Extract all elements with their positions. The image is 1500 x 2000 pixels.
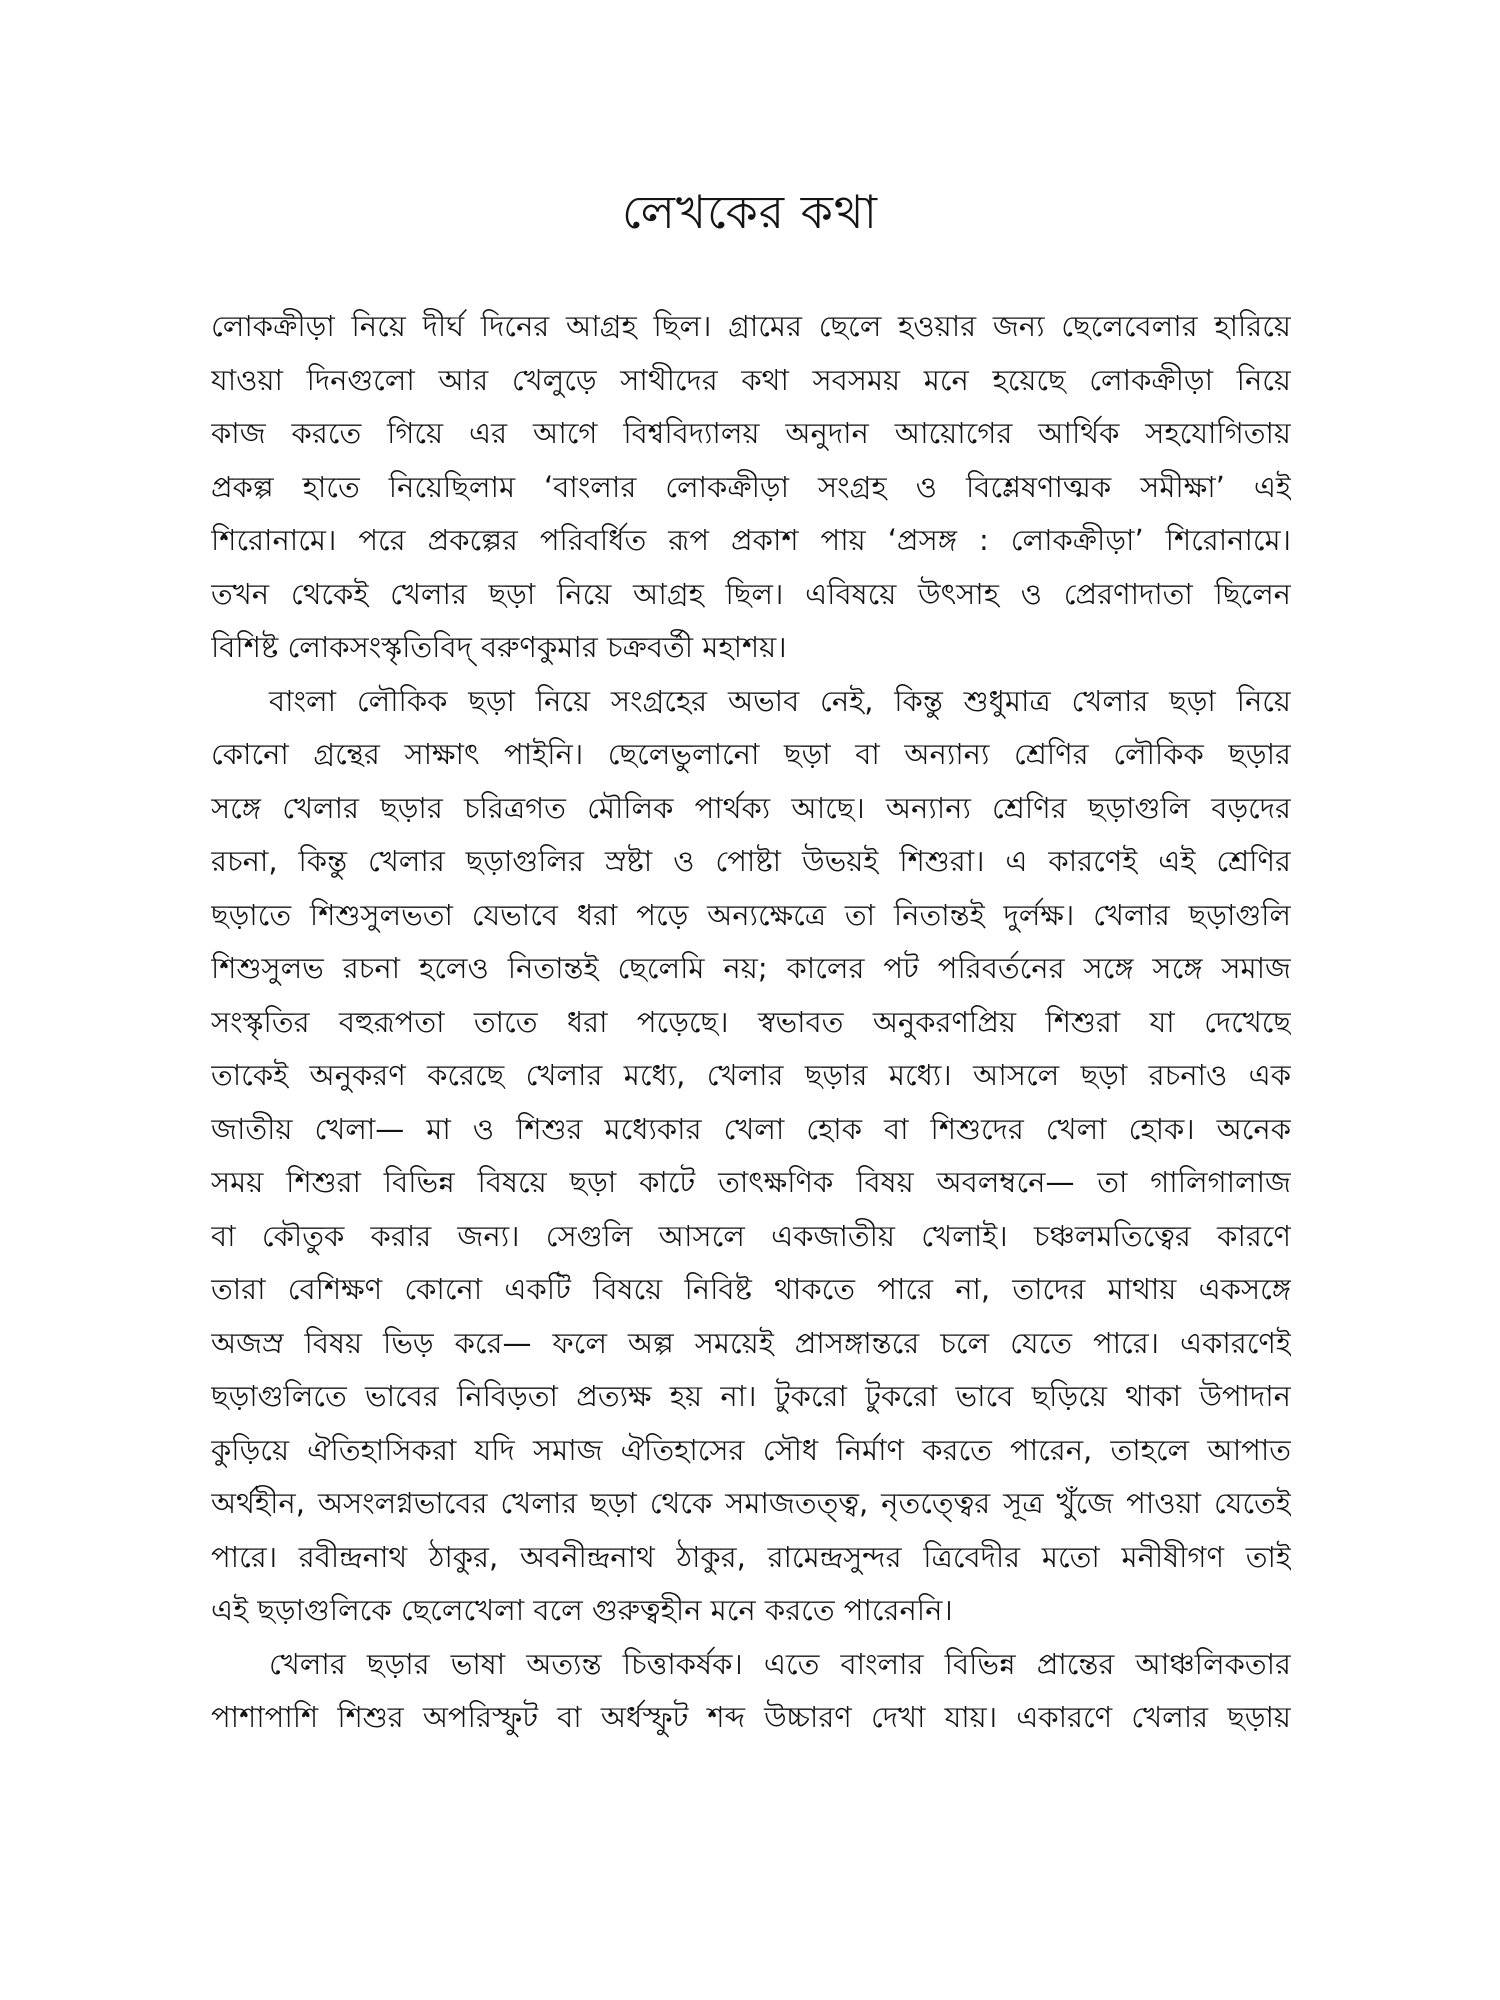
page-title: লেখকের কথা [621,185,879,239]
text-line: তখন থেকেই খেলার ছড়া নিয়ে আগ্রহ ছিল। এবিষয়ে উৎসাহ ও প্রেরণাদাতা ছিলেন [211,576,1291,611]
text-line: খেলার ছড়ার ভাষা অত্যন্ত চিত্তাকর্ষক। এতে বাংলার বিভিন্ন প্রান্তের আঞ্চলিকতার [269,1646,1291,1681]
text-line: যাওয়া দিনগুলো আর খেলুড়ে সাথীদের কথা সবসময় মনে হয়েছে লোকক্রীড়া নিয়ে [211,362,1291,397]
text-line: কাজ করতে গিয়ে এর আগে বিশ্ববিদ্যালয় অনুদান আয়োগের আর্থিক সহযোগিতায় [211,416,1291,450]
text-line: বিশিষ্ট লোকসংস্কৃতিবিদ্ বরুণকুমার চক্রবর্তী মহাশয়। [211,630,787,664]
text-line: কোনো গ্রন্থের সাক্ষাৎ পাইনি। ছেলেভুলানো ছড়া বা অন্যান্য শ্রেণির লৌকিক ছড়ার [211,737,1291,771]
text-line: শিশুসুলভ রচনা হলেও নিতান্তই ছেলেমি নয়; কালের পট পরিবর্তনের সঙ্গে সঙ্গে সমাজ [211,951,1291,985]
text-line: প্রকল্প হাতে নিয়েছিলাম ‘বাংলার লোকক্রীড়া সংগ্রহ ও বিশ্লেষণাত্মক সমীক্ষা’ এই [211,469,1291,504]
text-line: বা কৌতুক করার জন্য। সেগুলি আসলে একজাতীয় খেলাই। চঞ্চলমতিত্বের কারণে [211,1218,1291,1253]
text-line: অর্থহীন, অসংলগ্নভাবের খেলার ছড়া থেকে সমাজতত্ত্ব, নৃতত্ত্বের সূত্র খুঁজে পাওয়া যেতেই [211,1486,1291,1520]
text-line: এই ছড়াগুলিকে ছেলেখেলা বলে গুরুত্বহীন মনে করতে পারেননি। [211,1593,953,1627]
text-line: জাতীয় খেলা— মা ও শিশুর মধ্যেকার খেলা হোক বা শিশুদের খেলা হোক। অনেক [211,1111,1291,1146]
text-line: লোকক্রীড়া নিয়ে দীর্ঘ দিনের আগ্রহ ছিল। গ্রামের ছেলে হওয়ার জন্য ছেলেবেলার হারিয়ে [211,309,1291,343]
text-line: ছড়াতে শিশুসুলভতা যেভাবে ধরা পড়ে অন্যক্ষেত্রে তা নিতান্তই দুর্লক্ষ। খেলার ছড়াগুলি [211,897,1291,932]
text-line: ছড়াগুলিতে ভাবের নিবিড়তা প্রত্যক্ষ হয় না। টুকরো টুকরো ভাবে ছড়িয়ে থাকা উপাদান [211,1379,1291,1413]
text-line: সঙ্গে খেলার ছড়ার চরিত্রগত মৌলিক পার্থক্য আছে। অন্যান্য শ্রেণির ছড়াগুলি বড়দের [211,790,1291,825]
text-line: পাশাপাশি শিশুর অপরিস্ফুট বা অর্ধস্ফুট শব্দ উচ্চারণ দেখা যায়। একারণে খেলার ছড়ায় [211,1700,1291,1734]
text-line: অজস্র বিষয় ভিড় করে— ফলে অল্প সময়েই প্রাসঙ্গান্তরে চলে যেতে পারে। একারণেই [211,1325,1291,1360]
text-line: পারে। রবীন্দ্রনাথ ঠাকুর, অবনীন্দ্রনাথ ঠাকুর, রামেন্দ্রসুন্দর ত্রিবেদীর মতো মনীষীগণ তাই [211,1539,1291,1574]
text-line: শিরোনামে। পরে প্রকল্পের পরিবর্ধিত রূপ প্রকাশ পায় ‘প্রসঙ্গ : লোকক্রীড়া’ শিরোনামে। [211,523,1291,557]
text-line: সময় শিশুরা বিভিন্ন বিষয়ে ছড়া কাটে তাৎক্ষণিক বিষয় অবলম্বনে— তা গালিগালাজ [211,1165,1291,1199]
text-line: তাকেই অনুকরণ করেছে খেলার মধ্যে, খেলার ছড়ার মধ্যে। আসলে ছড়া রচনাও এক [211,1058,1291,1092]
text-line: সংস্কৃতির বহুরূপতা তাতে ধরা পড়েছে। স্বভাবত অনুকরণপ্রিয় শিশুরা যা দেখেছে [211,1004,1291,1039]
text-line: তারা বেশিক্ষণ কোনো একটি বিষয়ে নিবিষ্ট থাকতে পারে না, তাদের মাথায় একসঙ্গে [211,1272,1291,1306]
body-text [211,300,1291,1745]
text-line: বাংলা লৌকিক ছড়া নিয়ে সংগ্রহের অভাব নেই, কিন্তু শুধুমাত্র খেলার ছড়া নিয়ে [269,683,1291,718]
text-line: কুড়িয়ে ঐতিহাসিকরা যদি সমাজ ঐতিহাসের সৌধ নির্মাণ করতে পারেন, তাহলে আপাত [211,1432,1291,1467]
text-line: রচনা, কিন্তু খেলার ছড়াগুলির স্রষ্টা ও পোষ্টা উভয়ই শিশুরা। এ কারণেই এই শ্রেণির [211,844,1291,878]
